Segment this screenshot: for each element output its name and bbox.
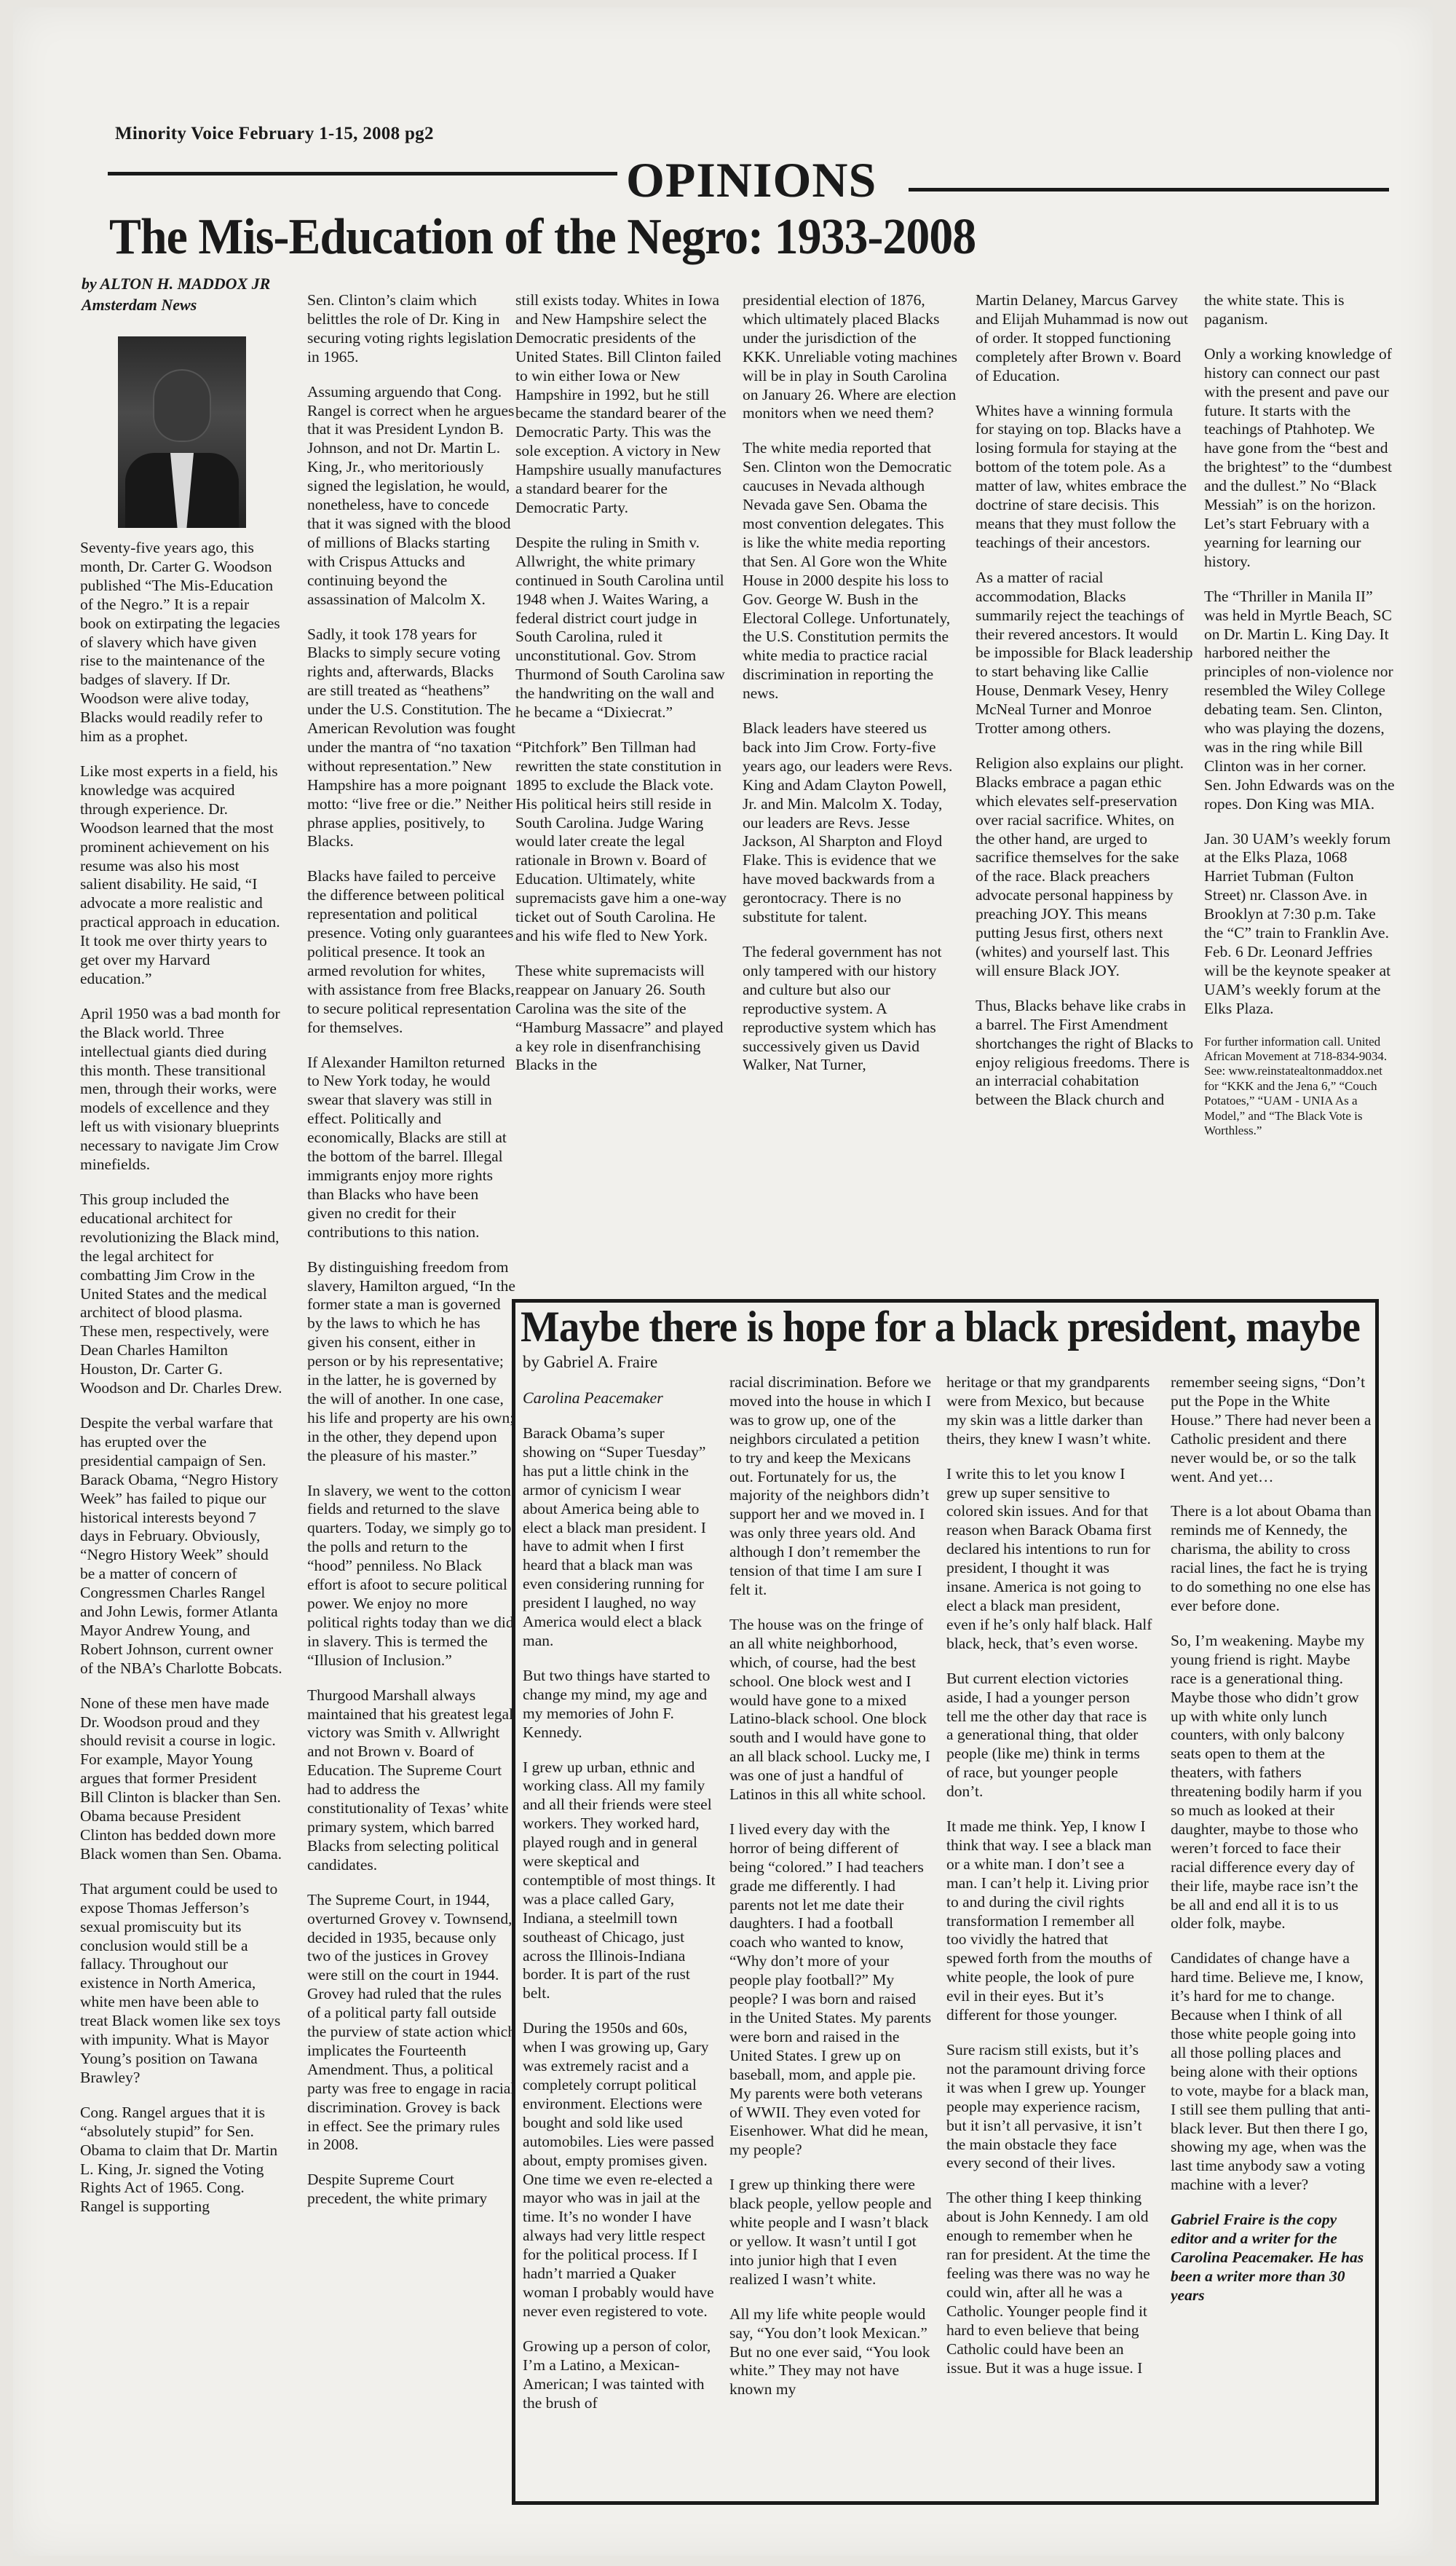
author-photo [118, 336, 246, 528]
section-title: OPINIONS [626, 152, 877, 208]
boxed-column-3: heritage or that my grandparents were from Mexico, but because my skin was a little darker than theirs, they knew I wasn’t white. I write this to let you know I grew up super sensitive to colored skin issues. And for that reason when Barack Obama first declared his intentions to run for president, I thought it was insane. America is not going to elect a black man president, even if he’s only half black. Half black, heck, that’s even worse. But current election victories aside, I had a younger person tell me the other day that race is a generational thing, that older people (like me) think in terms of race, but younger people don’t. It made me think. Yep, I know I think that way. I see a black man or a white man. I don’t see a man. I can’t help it. Living prior to and during the civil rights transformation I remember all too vividly the hatred that spewed forth from the mouths of white people, the look of pure evil in their eyes. But it’s different for those younger. Sure racism still exists, but it’s not the paramount driving force it was when I grew up. Younger people may experience racism, but it isn’t all pervasive, it isn’t the main obstacle they face every second of their lives. The other thing I keep thinking about is John Kennedy. I am old enough to remember when he ran for president. At the time the feeling was there was no way he could win, after all he was a Catholic. Younger people find it hard to even believe that being Catholic could have been an issue. But it was a huge issue. I [946, 1373, 1152, 2377]
article-source: Amsterdam News [82, 295, 197, 314]
section-rule-right [909, 188, 1389, 192]
article-byline: by ALTON H. MADDOX JR [82, 275, 271, 293]
contact-note: For further information call. United African Movement at 718-834-9034. See: www.reinstatealtonmaddox.net for “KKK and the Jena 6,” “Couch Potatoes,” “UAM - UNIA As a Model,” and “The Black Vote is Worthless.” [1204, 1034, 1388, 1137]
article-headline: The Mis-Education of the Negro: 1933-2008 [109, 209, 976, 265]
author-note: Gabriel Fraire is the copy editor and a writer for the Carolina Peacemaker. He has been a writer more than 30 years [1171, 2211, 1364, 2304]
article-column-6: the white state. This is paganism. Only a working knowledge of history can connect our past with the present and pave our future. It starts with the teachings of Ptahhotep. We have gone from the “best and the brightest” to the “dumbest and the dullest.” No “Black Messiah” is on the horizon. Let’s start February with a yearning for learning our history. The “Thriller in Manila II” was held in Myrtle Beach, SC on Dr. Martin L. King Day. It harbored neither the principles of non-violence nor resembled the Wiley College debating team. Sen. Clinton, who was playing the dozens, was in the ring while Bill Clinton was in her corner. Sen. John Edwards was on the ropes. Don King was MIA. Jan. 30 UAM’s weekly forum at the Elks Plaza, 1068 Harriet Tubman (Fulton Street) nr. Classon Ave. in Brooklyn at 7:30 p.m. Take the “C” train to Franklin Ave. Feb. 6 Dr. Leonard Jeffries will be the keynote speaker at UAM’s weekly forum at the Elks Plaza. For further information call. United African Movement at 718-834-9034. See: www.reinstatealtonmaddox.net for “KKK and the Jena 6,” “Couch Potatoes,” “UAM - UNIA As a Model,” and “The Black Vote is Worthless.” [1204, 291, 1395, 1137]
article-column-2: Sen. Clinton’s claim which belittles the role of Dr. King in securing voting rights legislation in 1965. Assuming arguendo that Cong. Rangel is correct when he argues that it was President Lyndon B. Johnson, and not Dr. Martin L. King, Jr., who meritoriously signed the legislation, he would, nonetheless, have to concede that it was signed with the blood of millions of Blacks starting with Crispus Attucks and continuing beyond the assassination of Malcolm X. Sadly, it took 178 years for Blacks to simply secure voting rights and, afterwards, Blacks are still treated as “heathens” under the U.S. Constitution. The American Revolution was fought under the mantra of “no taxation without representation.” New Hampshire has a more poignant motto: “live free or die.” Neither phrase applies, positively, to Blacks. Blacks have failed to perceive the difference between political representation and political presence. Voting only guarantees political presence. It took an armed revolution for whites, with assistance from free Blacks, to secure political representation for themselves. If Alexander Hamilton returned to New York today, he would swear that slavery was still in effect. Politically and economically, Blacks are still at the bottom of the barrel. Illegal immigrants enjoy more rights than Blacks who have been given no credit for their contributions to this nation. By distinguishing freedom from slavery, Hamilton argued, “In the former state a man is governed by the laws to which he has given his consent, either in person or by his representative; in the latter, he is governed by the will of another. In one case, his life and property are his own; in the other, they depend upon the pleasure of his master.” In slavery, we went to the cotton fields and returned to the slave quarters. Today, we simply go to the polls and return to the “hood” penniless. No Black effort is afoot to secure political power. We enjoy no more political rights today than we did in slavery. This is termed the “Illusion of Inclusion.” Thurgood Marshall always maintained that his greatest legal victory was Smith v. Allwright and not Brown v. Board of Education. The Supreme Court had to address the constitutionality of Texas’ white primary system, which barred Blacks from selecting political candidates. The Supreme Court, in 1944, overturned Grovey v. Townsend, decided in 1935, because only two of the justices in Grovey were still on the court in 1944. Grovey had ruled that the rules of a political party fall outside the purview of state action which implicates the Fourteenth Amendment. Thus, a political party was free to engage in racial discrimination. Grovey is back in effect. See the primary rules in 2008. Despite Supreme Court precedent, the white primary [307, 291, 515, 2208]
article-column-1: Seventy-five years ago, this month, Dr. Carter G. Woodson published “The Mis-Education of the Negro.” It is a repair book on extirpating the legacies of slavery which have given rise to the maintenance of the badges of slavery. If Dr. Woodson were alive today, Blacks would readily refer to him as a prophet. Like most experts in a field, his knowledge was acquired through experience. Dr. Woodson learned that the most prominent achievement on his resume was also his most salient disability. He said, “I advocate a more realistic and practical approach in education. It took me over thirty years to get over my Harvard education.” April 1950 was a bad month for the Black world. Three intellectual giants died during this month. These transitional men, through their works, were models of excellence and they left us with visionary blueprints necessary to navigate Jim Crow minefields. This group included the educational architect for revolutionizing the Black mind, the legal architect for combatting Jim Crow in the United States and the medical architect of blood plasma. These men, respectively, were Dean Charles Hamilton Houston, Dr. Carter G. Woodson and Dr. Charles Drew. Despite the verbal warfare that has erupted over the presidential campaign of Sen. Barack Obama, “Negro History Week” has failed to pique our historical interests beyond 7 days in February. Obviously, “Negro History Week” should be a matter of concern of Congressmen Charles Rangel and John Lewis, former Atlanta Mayor Andrew Young, and Robert Johnson, current owner of the NBA’s Charlotte Bobcats. None of these men have made Dr. Woodson proud and they should revisit a course in logic. For example, Mayor Young argues that former President Bill Clinton is blacker than Sen. Obama because President Clinton has bedded down more Black women than Sen. Obama. That argument could be used to expose Thomas Jefferson’s sexual promiscuity but its conclusion would still be a fallacy. Throughout our existence in North America, white men have been able to treat Black women like sex toys with impunity. What is Mayor Young’s position on Tawana Brawley? Cong. Rangel argues that it is “absolutely stupid” for Sen. Obama to claim that Dr. Martin L. King, Jr. signed the Voting Rights Act of 1965. Cong. Rangel is supporting [80, 539, 282, 2216]
article-column-3: still exists today. Whites in Iowa and New Hampshire select the Democratic presidents of the United States. Bill Clinton failed to win either Iowa or New Hampshire in 1992, but he still became the standard bearer of the Democratic Party. This was the sole exception. A victory in New Hampshire usually manufactures a standard bearer for the Democratic Party. Despite the ruling in Smith v. Allwright, the white primary continued in South Carolina until 1948 when J. Waites Waring, a federal district court judge in South Carolina, ruled it unconstitutional. Gov. Strom Thurmond of South Carolina saw the handwriting on the wall and he became a “Dixiecrat.” “Pitchfork” Ben Tillman had rewritten the state constitution in 1895 to exclude the Black vote. His political heirs still reside in South Carolina. Judge Waring would later create the legal rationale in Brown v. Board of Education. Ultimately, white supremacists gave him a one-way ticket out of South Carolina. He and his wife fled to New York. These white supremacists will reappear on January 26. South Carolina was the site of the “Hamburg Massacre” and played a key role in disenfranchising Blacks in the [515, 291, 727, 1074]
article-byline-block [82, 274, 270, 315]
article-column-4: presidential election of 1876, which ultimately placed Blacks under the jurisdiction of the KKK. Unreliable voting machines will be in play in South Carolina on January 26. Where are election monitors when we need them? The white media reported that Sen. Clinton won the Democratic caucuses in Nevada although Nevada gave Sen. Obama the most convention delegates. This is like the white media reporting that Sen. Al Gore won the White House in 2000 despite his loss to Gov. George W. Bush in the Electoral College. Unfortunately, the U.S. Constitution permits the white media to practice racial discrimination in reporting the news. Black leaders have steered us back into Jim Crow. Forty-five years ago, our leaders were Revs. King and Adam Clayton Powell, Jr. and Min. Malcolm X. Today, our leaders are Revs. Jesse Jackson, Al Sharpton and Floyd Flake. This is evidence that we have moved backwards from a gerontocracy. There is no substitute for talent. The federal government has not only tampered with our history and culture but also our reproductive system. A reproductive system which has successively given us David Walker, Nat Turner, [743, 291, 957, 1074]
boxed-article-headline: Maybe there is hope for a black president, maybe [521, 1303, 1360, 1351]
boxed-column-4: remember seeing signs, “Don’t put the Pope in the White House.” There had never been a Catholic president and there never would be, or so the talk went. And yet… There is a lot about Obama than reminds me of Kennedy, the charisma, the ability to cross racial lines, the fact he is trying to do something no one else has ever before done. So, I’m weakening. Maybe my young friend is right. Maybe race is a generational thing. Maybe those who didn’t grow up with white only lunch counters, with only balcony seats open to them at the theaters, with fathers threatening bodily harm if you so much as looked at their daughter, maybe to those who weren’t forced to face their racial difference every day of their life, maybe race isn’t the be all and end all it is to us older folk, maybe. Candidates of change have a hard time. Believe me, I know, it’s hard for me to change. Because when I think of all those white people going into all those polling places and being alone with their options to vote, maybe for a black man, I still see them pulling that anti-black lever. But then there I go, showing my age, when was the last time anybody saw a voting machine with a lever? Gabriel Fraire is the copy editor and a writer for the Carolina Peacemaker. He has been a writer more than 30 years [1171, 1373, 1372, 2304]
boxed-article-source: Carolina Peacemaker [523, 1389, 663, 1407]
boxed-column-1: Barack Obama’s super showing on “Super Tuesday” has put a little chink in the armor of cynicism I wear about America being able to elect a black man president. I have to admit when I first heard that a black man was even considering running for president I laughed, no way America would elect a black man. But two things have started to change my mind, my age and my memories of John F. Kennedy. I grew up urban, ethnic and working class. All my family and all their friends were steel workers. They worked hard, played rough and in general were skeptical and contemptible of most things. It was a place called Gary, Indiana, a steelmill town southeast of Chicago, just across the Illinois-Indiana border. It is part of the rust belt. During the 1950s and 60s, when I was growing up, Gary was extremely racist and a completely corrupt political environment. Elections were bought and sold like used automobiles. Lies were passed about, empty promises given. One time we even re-elected a mayor who was in jail at the time. It’s no wonder I have always had very little respect for the political process. If I hadn’t married a Quaker woman I probably would have never even registered to vote. Growing up a person of color, I’m a Latino, a Mexican-American; I was tainted with the brush of [523, 1424, 716, 2412]
article-column-5: Martin Delaney, Marcus Garvey and Elijah Muhammad is now out of order. It stopped functioning completely after Brown v. Board of Education. Whites have a winning formula for staying on top. Blacks have a losing formula for staying at the bottom of the totem pole. As a matter of law, whites embrace the doctrine of stare decisis. This means that they must follow the teachings of their ancestors. As a matter of racial accommodation, Blacks summarily reject the teachings of their revered ancestors. It would be impossible for Black leadership to start behaving like Callie House, Denmark Vesey, Henry McNeal Turner and Monroe Trotter among others. Religion also explains our plight. Blacks embrace a pagan ethic which elevates self-preservation over racial sacrifice. Whites, on the other hand, are urged to sacrifice themselves for the sake of the race. Black preachers advocate personal happiness by preaching JOY. This means putting Jesus first, others next (whites) and yourself last. This will ensure Black JOY. Thus, Blacks behave like crabs in a barrel. The First Amendment shortchanges the right of Blacks to enjoy religious freedoms. There is an interracial cohabitation between the Black church and [976, 291, 1194, 1109]
section-rule-left [108, 172, 617, 175]
publication-line: Minority Voice February 1-15, 2008 pg2 [115, 124, 434, 143]
boxed-article-byline: by Gabriel A. Fraire [523, 1353, 658, 1371]
boxed-column-2: racial discrimination. Before we moved into the house in which I was to grow up, one of the neighbors circulated a petition to try and keep the Mexicans out. Fortunately for us, the majority of the neighbors didn’t support her and we moved in. I was only three years old. And although I don’t remember the tension of that time I am sure I felt it. The house was on the fringe of an all white neighborhood, which, of course, had the best school. One block west and I would have gone to a mixed Latino-black school. One block south and I would have gone to an all black school. Lucky me, I was one of just a handful of Latinos in this all white school. I lived every day with the horror of being different of being “colored.” I had teachers grade me differently. I had parents not let me date their daughters. I had a football coach who wanted to know, “Why don’t more of your people play football?” My people? I was born and raised in the United States. My parents were born and raised in the United States. I grew up on baseball, mom, and apple pie. My parents were both veterans of WWII. They even voted for Eisenhower. What did he mean, my people? I grew up thinking there were black people, yellow people and white people and I wasn’t black or yellow. It wasn’t until I got into junior high that I even realized I wasn’t white. All my life white people would say, “You don’t look Mexican.” But no one ever said, “You look white.” They may not have known my [729, 1373, 932, 2399]
author-photo-head [153, 369, 211, 442]
